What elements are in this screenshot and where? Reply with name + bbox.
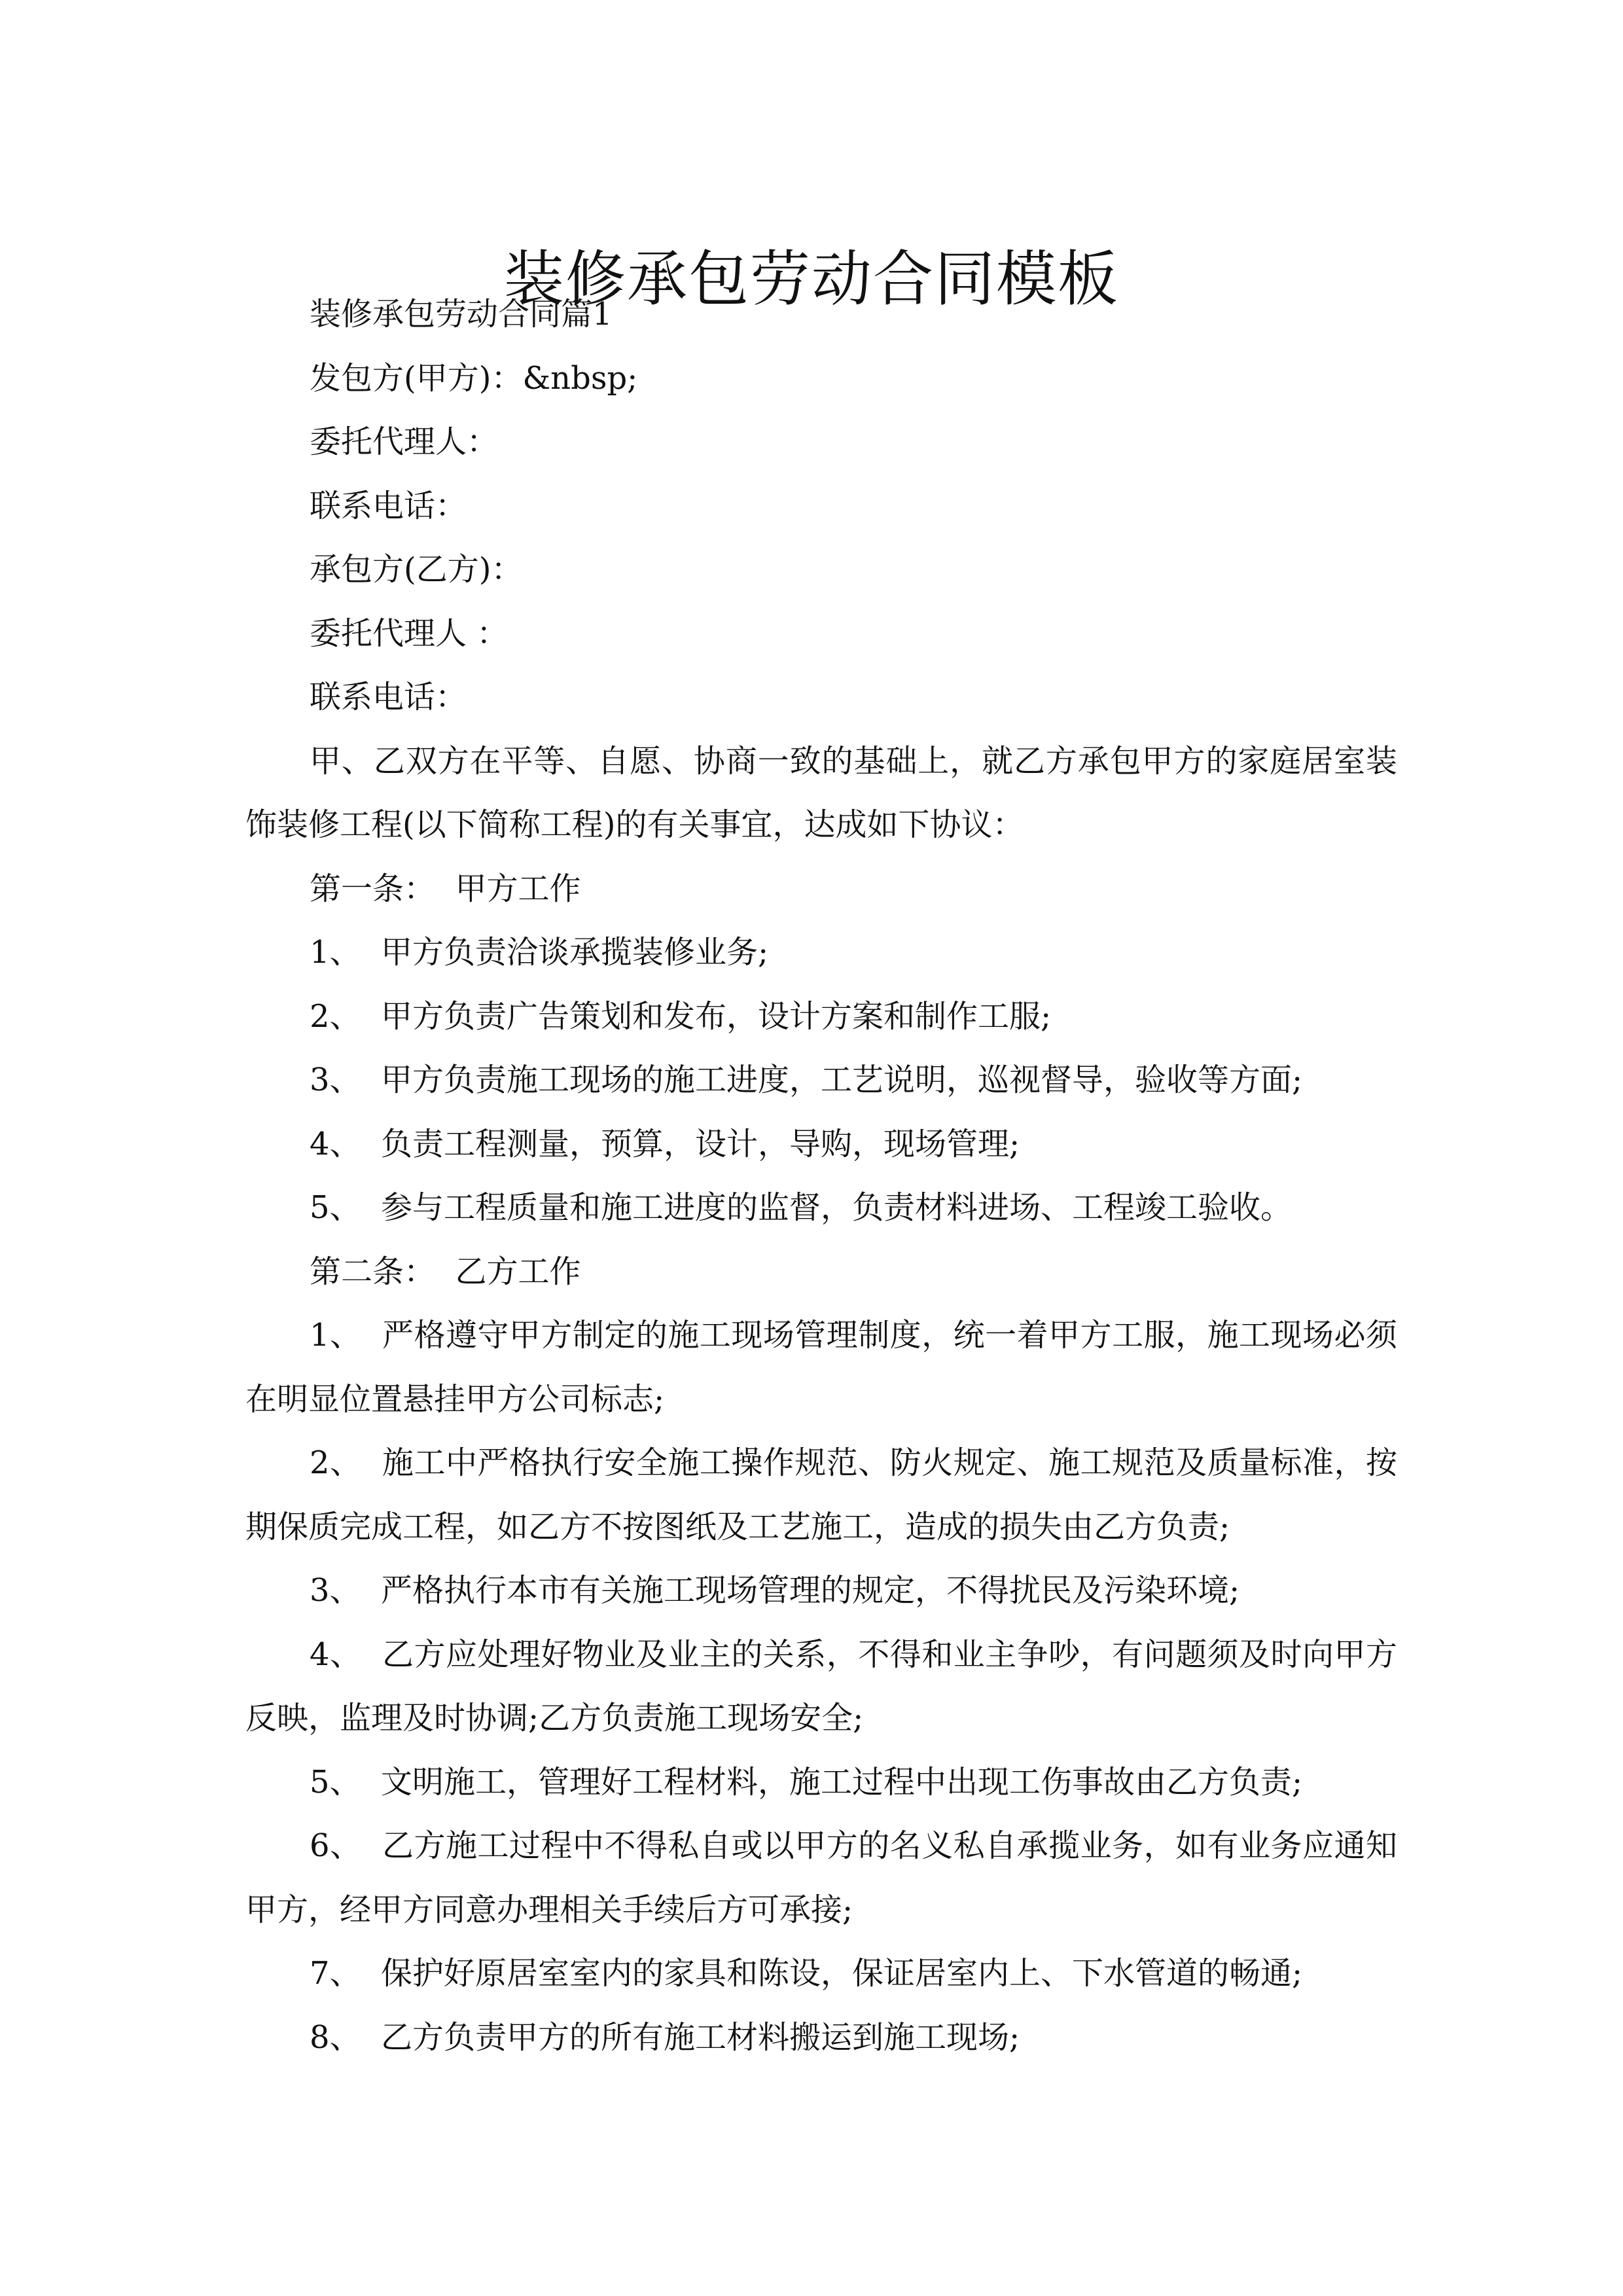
article-two-item-3: 3、 严格执行本市有关施工现场管理的规定，不得扰民及污染环境; [310,1572,1240,1609]
article-one-heading: 第一条： 甲方工作 [310,870,581,907]
article-one-item-2: 2、 甲方负责广告策划和发布，设计方案和制作工服; [310,997,1052,1035]
article-two-item-4: 4、 乙方应处理好物业及业主的关系，不得和业主争吵，有问题须及时向甲方反映，监理及时协调;乙方负责施工现场安全; [245,1636,1397,1736]
party-b-agent-line: 委托代理人 ： [310,615,508,652]
article-one-item-4: 4、 负责工程测量，预算，设计，导购，现场管理; [310,1125,1020,1162]
article-two-item-8: 8、 乙方负责甲方的所有施工材料搬运到施工现场; [310,2018,1020,2056]
article-two-item-7: 7、 保护好原居室室内的家具和陈设，保证居室内上、下水管道的畅通; [310,1955,1303,1992]
document-title: 装修承包劳动合同模板 [503,243,1119,314]
document-body [245,283,1397,2070]
article-two-item-5: 5、 文明施工，管理好工程材料，施工过程中出现工伤事故由乙方负责; [310,1763,1303,1801]
party-b-line: 承包方(乙方)： [310,551,523,588]
party-b-phone-line: 联系电话： [310,679,467,715]
party-a-phone-line: 联系电话： [310,487,467,524]
article-one-item-1: 1、 甲方负责洽谈承揽装修业务; [310,934,769,971]
article-two-item-2: 2、 施工中严格执行安全施工操作规范、防火规定、施工规范及质量标准，按期保质完成工程，如乙方不按图纸及工艺施工，造成的损失由乙方负责; [245,1444,1397,1545]
article-two-item-1: 1、 严格遵守甲方制定的施工现场管理制度，统一着甲方工服，施工现场必须在明显位置悬挂甲方公司标志; [245,1317,1397,1418]
party-a-line: 发包方(甲方)：&nbsp; [310,359,638,397]
article-two-heading: 第二条： 乙方工作 [310,1253,581,1290]
article-one-item-3: 3、 甲方负责施工现场的施工进度，工艺说明，巡视督导，验收等方面; [310,1062,1303,1098]
party-a-agent-line: 委托代理人： [310,423,499,460]
article-two-item-6: 6、 乙方施工过程中不得私自或以甲方的名义私自承揽业务，如有业务应通知甲方，经甲方同意办理相关手续后方可承接; [245,1827,1397,1928]
preamble-paragraph: 甲、乙双方在平等、自愿、协商一致的基础上，就乙方承包甲方的家庭居室装饰装修工程(以下简称工程)的有关事宜，达成如下协议： [245,742,1397,843]
section-heading: 装修承包劳动合同篇1 [310,296,613,332]
article-one-item-5: 5、 参与工程质量和施工进度的监督，负责材料进场、工程竣工验收。 [310,1189,1293,1226]
